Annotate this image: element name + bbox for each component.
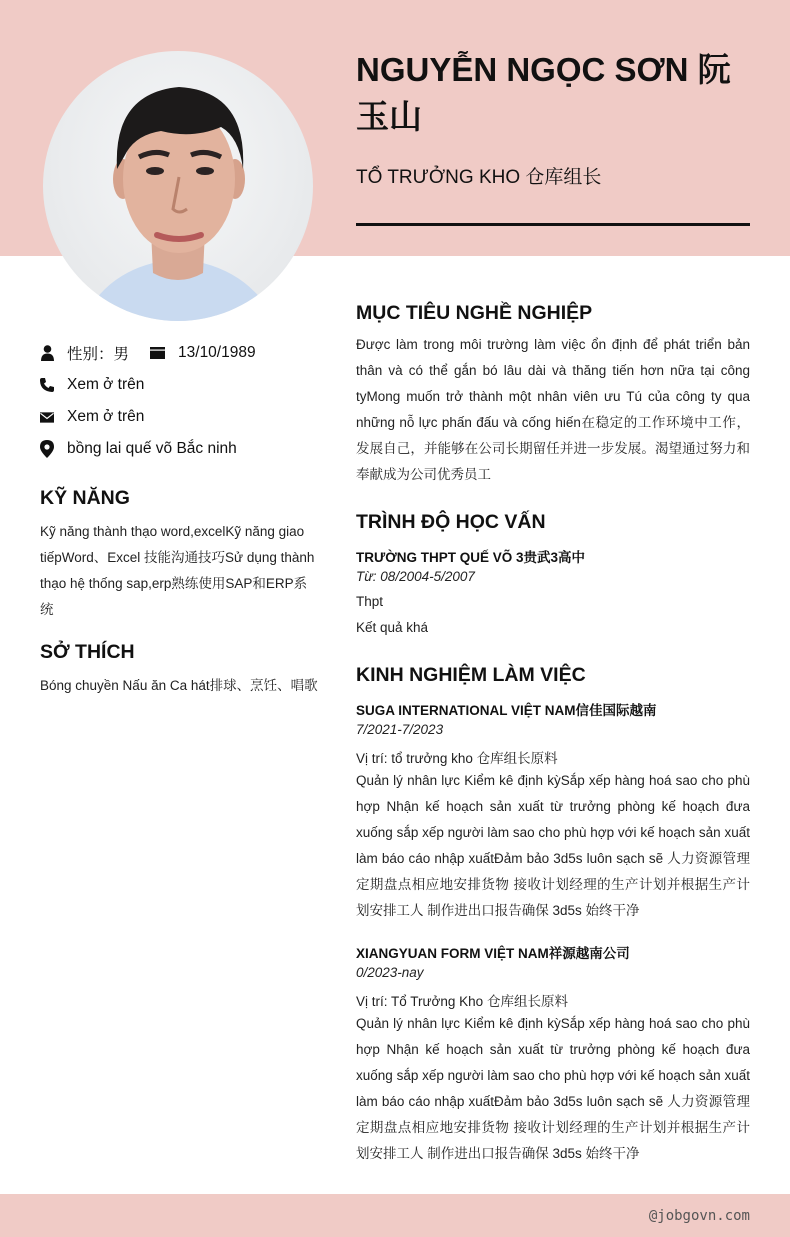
job-period: 7/2021-7/2023 (356, 722, 444, 737)
skills-heading: KỸ NĂNG (40, 487, 130, 509)
education-school: TRƯỜNG THPT QUẾ VÕ 3贵武3高中 (356, 550, 585, 565)
job-position: Vị trí: Tổ Trưởng Kho 仓库组长原料 (356, 994, 568, 1009)
candidate-name: NGUYỄN NGỌC SƠN 阮玉山 (356, 51, 731, 135)
gender-value: 性别：男 (67, 346, 130, 363)
hobbies-heading: SỞ THÍCH (40, 641, 135, 663)
calendar-icon (149, 345, 165, 361)
location-pin-icon (40, 441, 54, 457)
job-company: SUGA INTERNATIONAL VIỆT NAM信佳国际越南 (356, 703, 657, 718)
phone-icon (40, 377, 54, 393)
email-row (40, 406, 144, 428)
phone-value: Xem ở trên (67, 376, 145, 393)
person-icon (40, 345, 54, 361)
address-value: bồng lai quế võ Bắc ninh (67, 440, 237, 457)
education-period: Từ: 08/2004-5/2007 (356, 569, 475, 584)
job-position: Vị trí: tổ trưởng kho 仓库组长原料 (356, 751, 558, 766)
job-title: TỔ TRƯỞNG KHO 仓库组长 (356, 167, 602, 188)
skills-text: Kỹ năng thành thạo word,excelKỹ năng giao tiếpWord、Excel 技能沟通技巧Sử dụng thành thạo hệ thống sap,erp熟练使用SAP和ERP系统 (40, 524, 315, 617)
objective-heading: MỤC TIÊU NGHỀ NGHIỆP (356, 302, 593, 324)
mail-icon (40, 409, 54, 425)
job-period: 0/2023-nay (356, 965, 424, 980)
education-result: Kết quả khá (356, 620, 429, 635)
education-degree: Thpt (356, 594, 384, 609)
portrait-illustration (43, 51, 313, 321)
birthdate-value: 13/10/1989 (178, 344, 256, 361)
phone-row (40, 374, 144, 396)
experience-heading: KINH NGHIỆM LÀM VIỆC (356, 664, 586, 686)
job-description: Quản lý nhân lực Kiểm kê định kỳSắp xếp hàng hoá sao cho phù hợp Nhận kế hoạch sản xuất từ trưởng phòng kế hoạch đưa xuống sắp xếp người làm sao cho phù hợp với kế hoạch sản xuất làm báo cáo nhập xuấtĐảm bảo 3d5s luôn sạch sẽ 人力资源管理 定期盘点相应地安排货物 接收计划经理的生产计划并根据生产计划安排工人 制作进出口报告确保 3d5s 始终干净 (356, 1016, 750, 1161)
job-description: Quản lý nhân lực Kiểm kê định kỳSắp xếp hàng hoá sao cho phù hợp Nhận kế hoạch sản xuất từ trưởng phòng kế hoạch đưa xuống sắp xếp người làm sao cho phù hợp với kế hoạch sản xuất làm báo cáo nhập xuấtĐảm bảo 3d5s luôn sạch sẽ 人力资源管理 定期盘点相应地安排货物 接收计划经理的生产计划并根据生产计划安排工人 制作进出口报告确保 3d5s 始终干净 (356, 773, 750, 918)
education-heading: TRÌNH ĐỘ HỌC VẤN (356, 511, 546, 533)
personal-info-row (40, 342, 256, 364)
profile-photo (43, 51, 313, 321)
address-row (40, 438, 237, 460)
objective-text: Được làm trong môi trường làm việc ổn định để phát triển bản thân và có thể gắn bó lâu dài và thăng tiến hơn nữa tại công tyMong muốn trở thành một nhân viên ưu Tú của công ty qua những nỗ lực phấn đấu và cống hiến在稳定的工作环境中工作，发展自己，并能够在公司长期留任并进一步发展。渴望通过努力和奉献成为公司优秀员工 (356, 337, 750, 482)
hobbies-text: Bóng chuyền Nấu ăn Ca hát排球、烹饪、唱歌 (40, 678, 318, 693)
title-divider (356, 223, 750, 226)
job-company: XIANGYUAN FORM VIỆT NAM祥源越南公司 (356, 946, 630, 961)
email-value: Xem ở trên (67, 408, 145, 425)
footer-watermark: @jobgovn.com (648, 1208, 750, 1224)
